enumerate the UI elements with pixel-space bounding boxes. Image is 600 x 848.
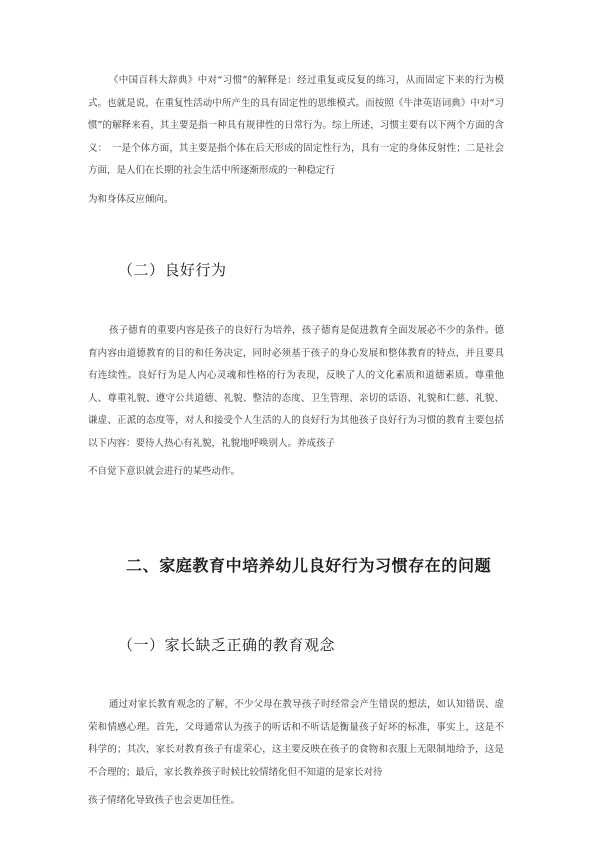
paragraph-good-behavior-tail: 不自觉下意识就会进行的某些动作。 [88, 466, 241, 477]
heading-section-2: 二、家庭教育中培养幼儿良好行为习惯存在的问题 [126, 556, 492, 575]
paragraph-habit-definition [88, 70, 504, 211]
paragraph-habit-definition-tail: 为和身体反应倾向。 [88, 193, 174, 205]
paragraph-parent-concept-tail: 孩子情绪化导致孩子也会更加任性。 [88, 795, 241, 806]
paragraph-parent-concept-body: 通过对家长教育观念的了解，不少父母在教导孩子时经常会产生错误的想法，如认知错误、虚荣和情感心理。首先，父母通常认为孩子的听话和不听话是衡量孩子好坏的标准，事实上，这是不科学的；其次，家长对教育孩子有虚荣心，这主要反映在孩子的食物和衣服上无限制地给予，这是不合理的；最后，家长教养孩子时候比较情绪化但不知道的是家长对待 [88, 699, 504, 778]
heading-parent-concept: （一）家长缺乏正确的教育观念 [118, 636, 336, 654]
paragraph-good-behavior [88, 320, 504, 484]
paragraph-good-behavior-body: 孩子德育的重要内容是孩子的良好行为培养，孩子德育是促进教育全面发展必不少的条件。德育内容由道德教育的目的和任务决定，同时必须基于孩子的身心发展和整体教育的特点，并且要具有连续性。良好行为是人内心灵魂和性格的行为表现，反映了人的文化素质和道德素质。尊重他人、尊重礼貌、遵守公共道德、礼貌、整洁的态度、卫生管理、亲切的话语、礼貌和仁慈、礼貌、谦虚、正派的态度等，对人和接受个人生活的人的良好行为其他孩子良好行为习惯的教育主要包括以下内容：要待人热心有礼貌，礼貌地呼唤别人。养成孩子 [88, 325, 504, 449]
paragraph-parent-concept [88, 694, 504, 813]
paragraph-habit-definition-body: 《中国百科大辞典》中对“习惯”的解释是：经过重复或反复的练习，从而固定下来的行为模式。也就是说，在重复性活动中所产生的具有固定性的思维模式。而按照《牛津英语词典》中对“习惯”的解释来看，其主要是指一种具有规律性的日常行为。综上所述，习惯主要有以下两个方面的含义： 一是个体方面，其主要是指个体在后天形成的固定性行为，具有一定的身体反射性；二是社会方面，是人们在长期的社会生活中所逐渐形成的一种稳定行 [88, 75, 504, 176]
heading-good-behavior: （二）良好行为 [118, 261, 227, 279]
